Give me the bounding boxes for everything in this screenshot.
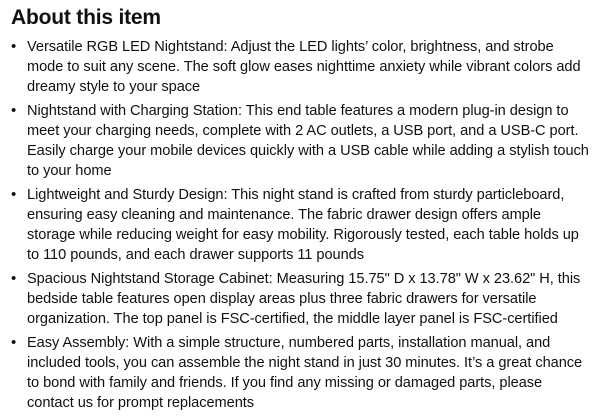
feature-text-line: dreamy style to your space — [27, 79, 201, 95]
feature-item — [0, 269, 602, 329]
feature-text-line: contact us for prompt replacements — [27, 395, 255, 411]
feature-text-line: included tools, you can assemble the night stand in just 30 minutes. It’s a great chance — [27, 355, 583, 371]
bullet-icon: • — [11, 334, 17, 351]
feature-text-line: Lightweight and Sturdy Design: This night stand is crafted from sturdy particleboard, — [27, 187, 565, 203]
feature-item — [0, 333, 602, 413]
feature-text-line: ensuring easy cleaning and maintenance. The fabric drawer design offers ample — [27, 207, 542, 223]
feature-item — [0, 185, 602, 265]
feature-text-line: Versatile RGB LED Nightstand: Adjust the LED lights’ color, brightness, and strobe — [27, 39, 554, 55]
section-title: About this item — [11, 6, 161, 29]
feature-text-line: Easy Assembly: With a simple structure, numbered parts, installation manual, and — [27, 335, 551, 351]
feature-text-line: bedside table features open display areas plus three fabric drawers for versatile — [27, 291, 537, 307]
feature-text-line: organization. The top panel is FSC-certified, the middle layer panel is FSC-certified — [27, 311, 558, 327]
feature-item — [0, 101, 602, 181]
feature-text-line: to your home — [27, 163, 112, 179]
feature-text-line: Easily charge your mobile devices quickly with a USB cable while adding a stylish touch — [27, 143, 589, 159]
bullet-icon: • — [11, 38, 17, 55]
feature-text-line: to 110 pounds, and each drawer supports 11 pounds — [27, 247, 364, 263]
feature-text-line: meet your charging needs, complete with 2 AC outlets, a USB port, and a USB-C port. — [27, 123, 579, 139]
feature-text-line: to bond with family and friends. If you find any missing or damaged parts, please — [27, 375, 543, 391]
feature-text-line: mode to suit any scene. The soft glow eases nighttime anxiety while vibrant colors add — [27, 59, 581, 75]
feature-text-line: storage while reducing weight for easy mobility. Rigorously tested, each table holds up — [27, 227, 579, 243]
bullet-icon: • — [11, 270, 17, 287]
feature-item — [0, 37, 602, 97]
bullet-icon: • — [11, 186, 17, 203]
feature-text-line: Spacious Nightstand Storage Cabinet: Measuring 15.75" D x 13.78" W x 23.62" H, this — [27, 271, 581, 287]
feature-list — [0, 37, 602, 417]
bullet-icon: • — [11, 102, 17, 119]
feature-text-line: Nightstand with Charging Station: This end table features a modern plug-in design to — [27, 103, 569, 119]
